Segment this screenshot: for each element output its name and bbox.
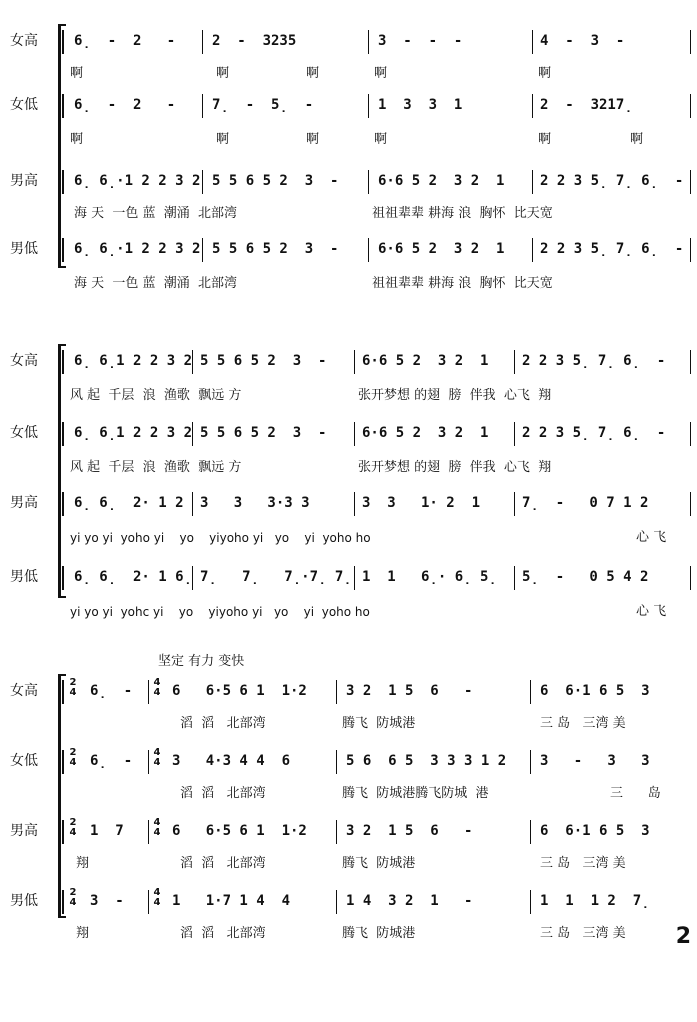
voice-label: 女高	[10, 683, 38, 699]
staff-line	[62, 170, 692, 196]
lyric: 啊	[216, 132, 230, 147]
barline	[532, 238, 533, 262]
system-bracket	[58, 344, 66, 598]
measure: 6·6 5 2 3 2 1	[378, 173, 505, 189]
measure: 1 1·7 1 4 4	[172, 893, 291, 909]
barline	[532, 94, 533, 118]
staff-line	[62, 887, 692, 916]
staff-line	[62, 422, 692, 448]
tempo-marking: 坚定 有力 变快	[158, 654, 245, 669]
measure: 3 2 1 5 6 -	[346, 823, 473, 839]
measure: 5 5 6 5 2 3 -	[212, 241, 339, 257]
measure: 1 1 1 2 7̣	[540, 893, 650, 909]
measure: 3 4·3 4 4 6	[172, 753, 291, 769]
barline	[354, 566, 355, 590]
lyric: 腾飞 防城港	[342, 926, 416, 941]
system-bracket	[58, 24, 66, 268]
measure: 1 1 6̣· 6̣ 5̣	[362, 569, 497, 585]
lyric: 腾飞 防城港	[342, 716, 416, 731]
time-denominator: 4	[69, 757, 77, 768]
staff-line	[62, 30, 692, 56]
barline	[690, 94, 691, 118]
time-denominator: 4	[153, 897, 161, 908]
barline	[192, 566, 193, 590]
lyric: 滔 滔 北部湾	[180, 926, 266, 941]
barline	[192, 350, 193, 374]
staff-line	[62, 94, 692, 120]
barline	[514, 566, 515, 590]
measure: 6 6·5 6 1 1·2	[172, 683, 307, 699]
time-denominator: 4	[69, 897, 77, 908]
time-numerator: 2	[69, 677, 77, 688]
barline	[354, 350, 355, 374]
measure: 5 5 6 5 2 3 -	[212, 173, 339, 189]
barline	[368, 94, 369, 118]
barline	[202, 94, 203, 118]
time-numerator: 4	[153, 817, 161, 828]
lyric: 滔 滔 北部湾	[180, 786, 266, 801]
measure: 5̣ - 0 5 4 2	[522, 569, 649, 585]
measure: 6·6 5 2 3 2 1	[362, 353, 489, 369]
measure: 6·6 5 2 3 2 1	[378, 241, 505, 257]
barline	[690, 30, 691, 54]
barline	[336, 890, 337, 914]
lyric: yi yo yi yohc yi yo yiyoho yi yo yi yoho ho	[70, 605, 370, 619]
lyric: 三 岛 三湾 美	[540, 926, 626, 941]
measure: 3 -	[90, 893, 124, 909]
lyric: 风 起 千层 浪 渔歌 飘远 方	[70, 460, 242, 475]
barline	[62, 422, 64, 446]
measure: 6 6·1 6 5 3	[540, 823, 650, 839]
barline	[148, 750, 149, 774]
measure: 2 2 3 5̣ 7̣ 6̣ -	[540, 173, 684, 189]
lyric: 心 飞	[636, 604, 667, 619]
lyric: 啊	[70, 66, 84, 81]
lyric-line	[70, 926, 690, 1022]
barline	[690, 422, 691, 446]
lyric: 翔	[76, 926, 90, 941]
measure: 6 6·5 6 1 1·2	[172, 823, 307, 839]
barline	[148, 680, 149, 704]
measure: 4 - 3 -	[540, 33, 625, 49]
staff-line	[62, 817, 692, 846]
barline	[368, 238, 369, 262]
barline	[202, 238, 203, 262]
time-numerator: 2	[69, 887, 77, 898]
measure: 6̣ 6̣1 2 2 3 2	[74, 425, 193, 441]
lyric-line	[70, 276, 690, 340]
measure: 2 2 3 5̣ 7̣ 6̣ -	[522, 353, 666, 369]
measure: 6̣ 6̣·1 2 2 3 2	[74, 241, 201, 257]
voice-label: 女低	[10, 97, 38, 113]
lyric: yi yo yi yoho yi yo yiyoho yi yo yi yoho ho	[70, 531, 371, 545]
lyric: 风 起 千层 浪 渔歌 飘远 方	[70, 388, 242, 403]
barline	[62, 170, 64, 194]
barline	[530, 890, 531, 914]
measure: 7̣ - 5̣ -	[212, 97, 314, 113]
lyric: 啊	[70, 132, 84, 147]
lyric: 啊	[374, 132, 388, 147]
measure: 6̣ 6̣ 2· 1 2	[74, 495, 184, 511]
barline	[690, 566, 691, 590]
barline	[192, 492, 193, 516]
lyric: 祖祖辈辈 耕海 浪 胸怀 比天宽	[372, 206, 553, 221]
barline	[532, 170, 533, 194]
barline	[690, 492, 691, 516]
barline	[62, 566, 64, 590]
measure: 1 3 3 1	[378, 97, 463, 113]
measure: 3 3 3·3 3	[200, 495, 310, 511]
staff-line	[62, 492, 692, 518]
measure: 6̣ -	[90, 753, 133, 769]
lyric: 啊	[538, 132, 552, 147]
barline	[354, 422, 355, 446]
measure: 2 - 3217̣	[540, 97, 633, 113]
barline	[690, 238, 691, 262]
measure: 1 7	[90, 823, 124, 839]
voice-label: 女低	[10, 425, 38, 441]
time-numerator: 4	[153, 747, 161, 758]
barline	[62, 820, 64, 844]
voice-label: 男低	[10, 569, 38, 585]
barline	[690, 170, 691, 194]
time-denominator: 4	[69, 687, 77, 698]
barline	[62, 238, 64, 262]
lyric: 腾飞 防城港	[342, 856, 416, 871]
barline	[202, 170, 203, 194]
lyric: 三 岛 三湾 美	[540, 716, 626, 731]
barline	[530, 820, 531, 844]
barline	[62, 30, 64, 54]
measure: 1 4 3 2 1 -	[346, 893, 473, 909]
staff-line	[62, 238, 692, 264]
barline	[62, 890, 64, 914]
lyric: 啊	[306, 66, 320, 81]
voice-label: 女低	[10, 753, 38, 769]
measure: 6̣ -	[90, 683, 133, 699]
lyric: 滔 滔 北部湾	[180, 716, 266, 731]
barline	[514, 492, 515, 516]
barline	[514, 422, 515, 446]
measure: 6̣ - 2 -	[74, 97, 176, 113]
measure: 7̣ - 0 7 1 2	[522, 495, 649, 511]
barline	[62, 350, 64, 374]
barline	[532, 30, 533, 54]
staff-line	[62, 677, 692, 706]
lyric: 翔	[76, 856, 90, 871]
measure: 6 6·1 6 5 3	[540, 683, 650, 699]
measure: 6·6 5 2 3 2 1	[362, 425, 489, 441]
system-bracket	[58, 674, 66, 918]
measure: 3 3 1· 2 1	[362, 495, 481, 511]
time-numerator: 2	[69, 747, 77, 758]
voice-label: 女高	[10, 353, 38, 369]
time-denominator: 4	[153, 827, 161, 838]
barline	[530, 750, 531, 774]
measure: 2 2 3 5̣ 7̣ 6̣ -	[522, 425, 666, 441]
lyric: 三 岛 三湾 美	[540, 856, 626, 871]
lyric: 祖祖辈辈 耕海 浪 胸怀 比天宽	[372, 276, 553, 291]
lyric: 腾飞 防城港腾飞防城 港	[342, 786, 489, 801]
time-denominator: 4	[153, 687, 161, 698]
time-numerator: 4	[153, 887, 161, 898]
barline	[530, 680, 531, 704]
barline	[148, 820, 149, 844]
measure: 7̣ 7̣ 7̣·7̣ 7̣	[200, 569, 352, 585]
lyric: 啊	[630, 132, 644, 147]
staff-line	[62, 350, 692, 376]
lyric: 啊	[306, 132, 320, 147]
measure: 5 6 6 5 3 3 3 1 2	[346, 753, 507, 769]
barline	[336, 820, 337, 844]
lyric: 滔 滔 北部湾	[180, 856, 266, 871]
lyric: 啊	[538, 66, 552, 81]
staff-line	[62, 747, 692, 776]
barline	[368, 170, 369, 194]
voice-label: 男高	[10, 173, 38, 189]
barline	[514, 350, 515, 374]
voice-label: 男低	[10, 893, 38, 909]
measure: 5 5 6 5 2 3 -	[200, 353, 327, 369]
measure: 6̣ - 2 -	[74, 33, 176, 49]
measure: 5 5 6 5 2 3 -	[200, 425, 327, 441]
measure: 3 - 3 3	[540, 753, 650, 769]
measure: 2 - 3235	[212, 33, 297, 49]
lyric: 啊	[374, 66, 388, 81]
barline	[368, 30, 369, 54]
time-numerator: 4	[153, 677, 161, 688]
lyric: 啊	[216, 66, 230, 81]
voice-label: 女高	[10, 33, 38, 49]
barline	[690, 350, 691, 374]
voice-label: 男高	[10, 495, 38, 511]
time-numerator: 2	[69, 817, 77, 828]
lyric: 张开梦想 的翅 膀 伴我 心飞 翔	[358, 460, 552, 475]
lyric: 三 岛	[610, 786, 661, 801]
barline	[62, 680, 64, 704]
barline	[62, 492, 64, 516]
lyric: 张开梦想 的翅 膀 伴我 心飞 翔	[358, 388, 552, 403]
barline	[336, 680, 337, 704]
measure: 6̣ 6̣ 2· 1 6̣	[74, 569, 193, 585]
barline	[62, 750, 64, 774]
lyric: 海 天 一色 蓝 潮涌 北部湾	[74, 276, 238, 291]
lyric: 海 天 一色 蓝 潮涌 北部湾	[74, 206, 238, 221]
lyric: 心 飞	[636, 530, 667, 545]
staff-line	[62, 566, 692, 592]
measure: 3 2 1 5 6 -	[346, 683, 473, 699]
measure: 6̣ 6̣1 2 2 3 2	[74, 353, 193, 369]
voice-label: 男低	[10, 241, 38, 257]
barline	[148, 890, 149, 914]
barline	[336, 750, 337, 774]
measure: 3 - - -	[378, 33, 463, 49]
barline	[62, 94, 64, 118]
measure: 2 2 3 5̣ 7̣ 6̣ -	[540, 241, 684, 257]
barline	[202, 30, 203, 54]
barline	[354, 492, 355, 516]
time-denominator: 4	[69, 827, 77, 838]
page-number: 2	[675, 924, 691, 949]
measure: 6̣ 6̣·1 2 2 3 2	[74, 173, 201, 189]
barline	[192, 422, 193, 446]
time-denominator: 4	[153, 757, 161, 768]
voice-label: 男高	[10, 823, 38, 839]
